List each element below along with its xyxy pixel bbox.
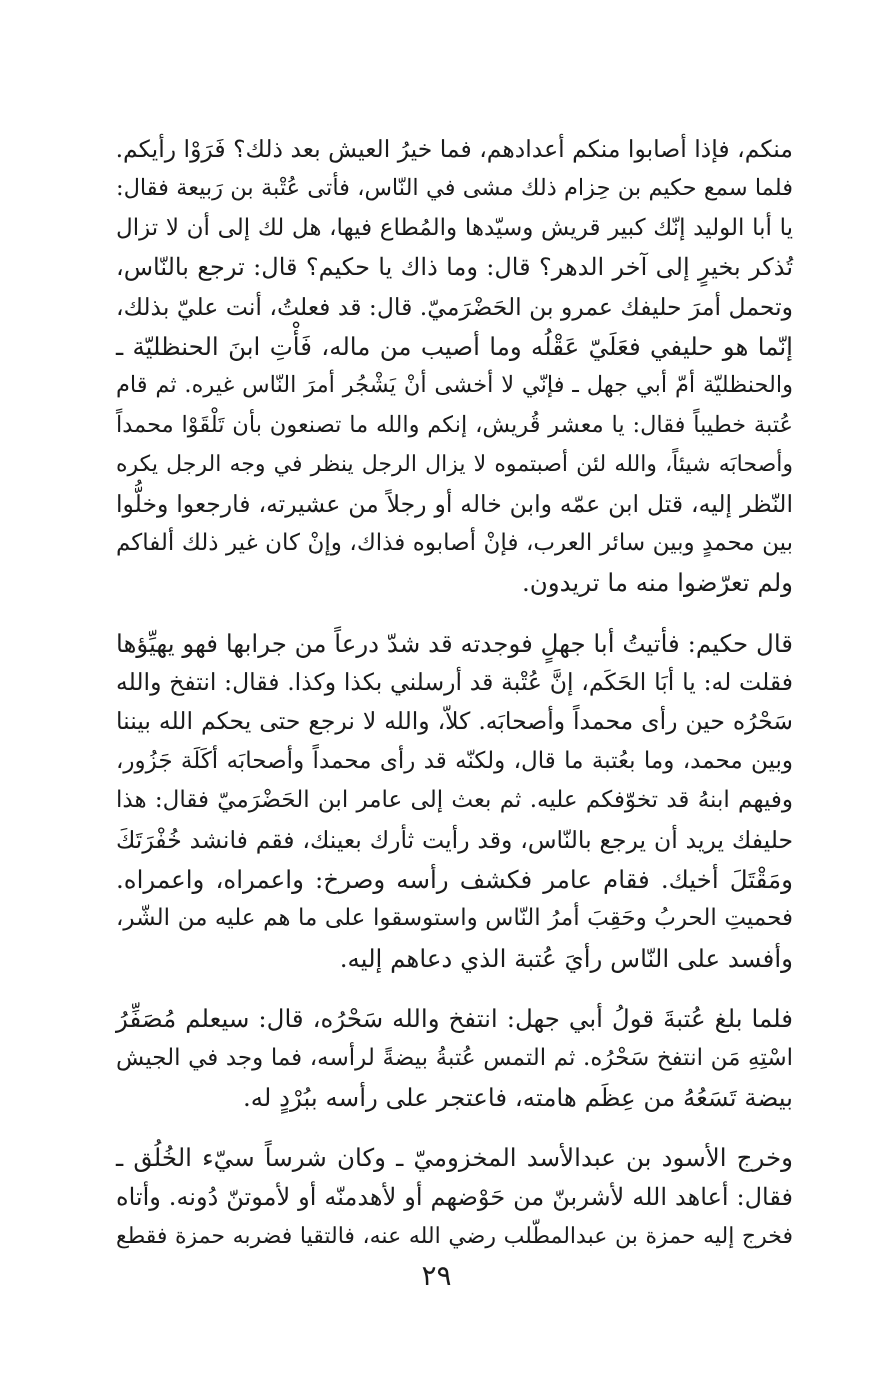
text-line: بيضة تَسَعُهُ من عِظَم هامته، فاعتجر على رأسه ببُرْدٍ له. <box>242 1082 793 1112</box>
text-line: اسْتِهِ مَن انتفخ سَحْرُه. ثم التمس عُتبةُ بيضةً لرأسه، فما وجد في الجيش <box>116 1044 793 1071</box>
text-line: يا أبا الوليد إنّك كبير قريش وسيّدها والمُطاع فيها، هل لك إلى أن لا تزال <box>116 214 793 241</box>
text-line: قال حكيم: فأتيتُ أبا جهلٍ فوجدته قد شدّ درعاً من جرابها فهو يهيِّؤها <box>116 628 793 658</box>
text-line: وبين محمد، وما بعُتبة ما قال، ولكنّه قد رأى محمداً وأصحابَه أكَلَة جَزُور، <box>116 747 793 774</box>
page-number: ٢٩ <box>421 1259 452 1292</box>
paragraph-gap <box>116 1117 793 1138</box>
text-line: فحميتِ الحربُ وحَقِبَ أمرُ النّاس واستوسقوا على ما هم عليه من الشّر، <box>116 905 793 932</box>
paragraph <box>116 624 793 979</box>
text-line: منكم، فإذا أصابوا منكم أعدادهم، فما خيرُ العيش بعد ذلك؟ فَرَوْا رأيكم. <box>115 135 793 163</box>
paragraph <box>116 999 793 1117</box>
body-text <box>116 130 793 1257</box>
text-line: فلما بلغ عُتبةَ قولُ أبي جهل: انتفخ والله سَحْرُه، قال: سيعلم مُصَفِّرُ <box>116 1004 793 1034</box>
paragraph <box>116 1138 793 1256</box>
text-line: فقلت له: يا أبَا الحَكَم، إنَّ عُتْبة قد أرسلني بكذا وكذا. فقال: انتفخ والله <box>116 668 793 697</box>
text-line: فلما سمع حكيم بن حِزام ذلك مشى في النّاس، فأتى عُتْبة بن رَبيعة فقال: <box>116 175 793 202</box>
text-line: وخرج الأسود بن عبدالأسد المخزوميّ ـ وكان شرساً سيّء الخُلُق ـ <box>116 1143 793 1173</box>
text-line: سَحْرُه حين رأى محمداً وأصحابَه. كلاّ، والله لا نرجع حتى يحكم الله بيننا <box>116 707 793 736</box>
text-line: إنّما هو حليفي فعَلَيّ عَقْلُه وما أصيب من ماله، فَأْتِ ابنَ الحنظليّة ـ <box>116 331 793 361</box>
text-line: ومَقْتَلَ أخيك. فقام عامر فكشف رأسه وصرخ: واعمراه، واعمراه. <box>116 865 793 895</box>
text-line: وأفسد على النّاس رأيَ عُتبة الذي دعاهم إليه. <box>339 943 793 973</box>
text-line: بين محمدٍ وبين سائر العرب، فإنْ أصابوه فذاك، وإنْ كان غير ذلك ألفاكم <box>116 529 793 556</box>
text-line: ولم تعرّضوا منه ما تريدون. <box>521 568 793 598</box>
paragraph-gap <box>116 603 793 624</box>
text-line: تُذكر بخيرٍ إلى آخر الدهر؟ قال: وما ذاك يا حكيم؟ قال: ترجع بالنّاس، <box>116 253 793 282</box>
text-line: وأصحابَه شيئاً، والله لئن أصبتموه لا يزال الرجل ينظر في وجه الرجل يكره <box>116 452 793 478</box>
text-line: فخرج إليه حمزة بن عبدالمطّلب رضي الله عنه، فالتقيا فضربه حمزة فقطع <box>116 1224 793 1250</box>
text-line: وتحمل أمرَ حليفك عمرو بن الحَضْرَميّ. قال: قد فعلتُ، أنت عليّ بذلك، <box>116 292 793 321</box>
text-line: فقال: أعاهد الله لأشربنّ من حَوْضهم أو لأهدمنّه أو لأموتنّ دُونه. وأتاه <box>116 1182 793 1211</box>
text-line: وفيهم ابنهُ قد تخوّفكم عليه. ثم بعث إلى عامر ابن الحَضْرَميّ فقال: هذا <box>116 787 793 814</box>
text-line: عُتبة خطيباً فقال: يا معشر قُريش، إنكم والله ما تصنعون بأن تَلْقَوْا محمداً <box>116 411 793 438</box>
text-line: والحنظليّة أمّ أبي جهل ـ فإنّي لا أخشى أنْ يَشْجُر أمرَ النّاس غيره. ثم قام <box>116 372 793 399</box>
text-line: حليفك يريد أن يرجع بالنّاس، وقد رأيت ثأرك بعينك، فقم فانشد خُفْرَتَكَ <box>116 825 793 854</box>
paragraph <box>116 130 793 603</box>
text-line: النّظر إليه، قتل ابن عمّه وابن خاله أو رجلاً من عشيرته، فارجعوا وخلُّوا <box>116 489 793 518</box>
paragraph-gap <box>116 978 793 999</box>
